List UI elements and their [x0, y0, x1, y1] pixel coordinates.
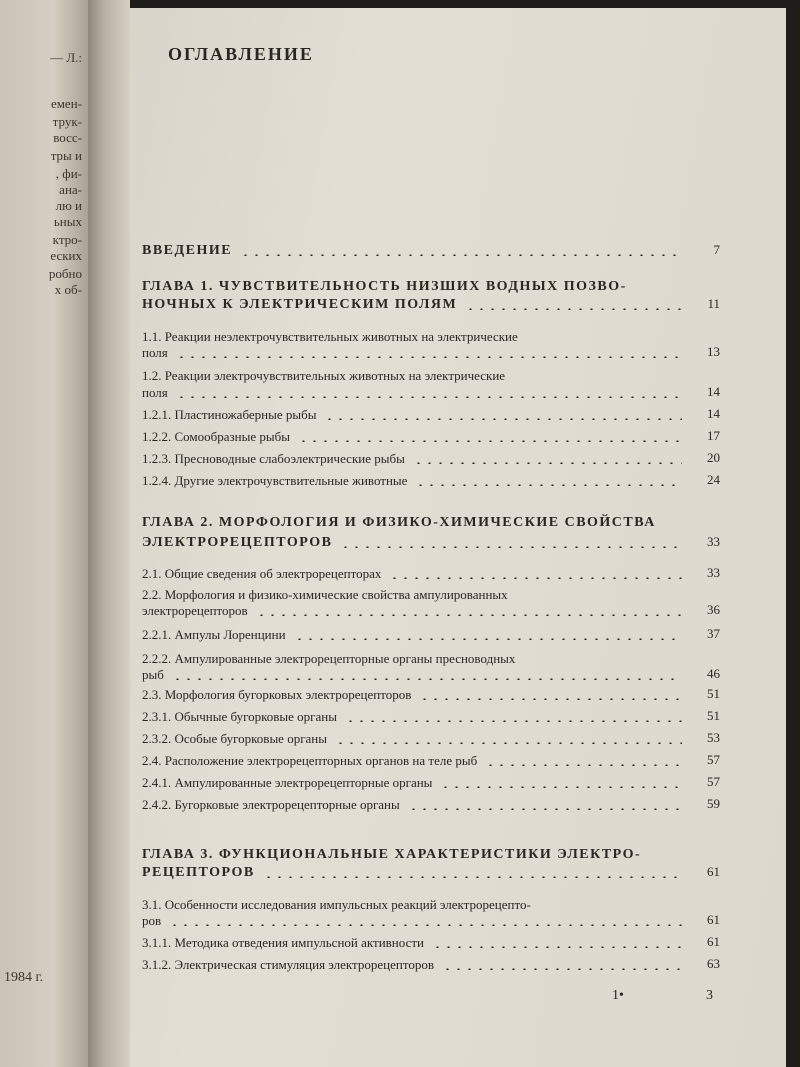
toc-chapter-heading[interactable]	[142, 864, 255, 881]
toc-page-number: 57	[707, 774, 720, 789]
toc-page-number: 37	[707, 626, 720, 641]
toc-entry[interactable]	[142, 344, 168, 361]
toc-entry-text: 2.4.2. Бугорковые электрорецепторные органы	[142, 797, 400, 812]
toc-chapter-heading[interactable]	[142, 514, 656, 531]
toc-leader-dots	[419, 698, 682, 700]
toc-entry[interactable]	[142, 472, 407, 489]
toc-entry-text: рыб	[142, 667, 164, 682]
toc-entry-text: 1.2. Реакции электрочувствительных животных на электрические	[142, 368, 506, 383]
toc-entry[interactable]	[142, 934, 424, 951]
toc-entry[interactable]	[142, 626, 286, 643]
toc-entry-text: 2.1. Общие сведения об электрорецепторах	[142, 566, 382, 581]
toc-page-number: 14	[707, 384, 720, 399]
toc-leader-dots	[172, 678, 682, 680]
toc-entry-text: 1.2.3. Пресноводные слабоэлектрические рыбы	[142, 451, 405, 466]
toc-page-number: 14	[707, 406, 720, 421]
toc-entry-text: 2.3.1. Обычные бугорковые органы	[142, 709, 337, 724]
toc-page-number: 11	[707, 296, 720, 311]
toc-entry[interactable]	[142, 912, 161, 929]
toc-entry[interactable]	[142, 686, 411, 703]
toc-leader-dots	[465, 308, 682, 310]
toc-entry[interactable]	[142, 774, 432, 791]
toc-page-number: 51	[707, 686, 720, 701]
toc-entry-text: 1.2.2. Сомообразные рыбы	[142, 429, 290, 444]
toc-entry[interactable]	[142, 796, 400, 813]
toc-entry-text: 1.2.1. Пластиножаберные рыбы	[142, 407, 317, 422]
page-number: 3	[706, 988, 713, 1003]
toc-entry[interactable]	[142, 384, 168, 401]
toc-entry-text: ров	[142, 913, 162, 928]
toc-entry-text: электрорецепторов	[142, 603, 248, 618]
left-page-text-line: х об-	[54, 282, 82, 297]
toc-entry-text: ГЛАВА 3. ФУНКЦИОНАЛЬНЫЕ ХАРАКТЕРИСТИКИ ЭЛЕКТРО-	[142, 847, 642, 862]
toc-entry-text: 2.3.2. Особые бугорковые органы	[142, 731, 327, 746]
left-page-text-line: тры и	[50, 148, 82, 163]
toc-entry-text: поля	[142, 385, 168, 400]
toc-leader-dots	[340, 546, 682, 548]
toc-page-number: 53	[707, 730, 720, 745]
toc-chapter-heading[interactable]	[142, 278, 627, 295]
toc-leader-dots	[256, 614, 682, 616]
toc-page-number: 33	[707, 534, 720, 549]
left-page	[0, 0, 88, 1067]
toc-chapter-heading[interactable]	[142, 242, 232, 259]
toc-entry-text: ВВЕДЕНИЕ	[142, 243, 233, 258]
toc-leader-dots	[169, 924, 682, 926]
page-title: ОГЛАВЛЕНИЕ	[168, 44, 314, 64]
toc-page-number: 24	[707, 472, 720, 487]
left-page-text-line: — Л.:	[50, 50, 82, 65]
left-page-text-line: ьных	[53, 214, 82, 229]
toc-entry-text: ГЛАВА 1. ЧУВСТВИТЕЛЬНОСТЬ НИЗШИХ ВОДНЫХ ПОЗВО-	[142, 279, 627, 294]
left-page-text-line: лю и	[55, 198, 82, 213]
toc-entry-text: 3.1.1. Методика отведения импульсной активности	[142, 935, 425, 950]
toc-entry-text: 2.3. Морфология бугорковых электрорецепторов	[142, 687, 412, 702]
toc-entry-text: 1.2.4. Другие электрочувствительные животные	[142, 473, 408, 488]
toc-entry[interactable]	[142, 367, 505, 384]
toc-entry-text: 2.2.2. Ампулированные электрорецепторные органы пресноводных	[142, 651, 516, 666]
toc-leader-dots	[294, 638, 682, 640]
toc-entry[interactable]	[142, 666, 164, 683]
toc-entry[interactable]	[142, 650, 515, 667]
top-edge	[76, 0, 800, 8]
toc-page-number: 17	[707, 428, 720, 443]
toc-entry-text: НОЧНЫХ К ЭЛЕКТРИЧЕСКИМ ПОЛЯМ	[142, 297, 458, 312]
toc-leader-dots	[176, 356, 682, 358]
left-page-text-line: ктро-	[52, 232, 82, 247]
toc-chapter-heading[interactable]	[142, 296, 457, 313]
toc-entry[interactable]	[142, 708, 337, 725]
left-page-text-line: еских	[50, 248, 82, 263]
left-page-text-line: робно	[48, 266, 82, 281]
left-page-text-line: ана-	[59, 182, 82, 197]
toc-entry-text: 3.1.2. Электрическая стимуляция электрорецепторов	[142, 957, 434, 972]
toc-page-number: 20	[707, 450, 720, 465]
toc-page-number: 61	[707, 864, 720, 879]
toc-leader-dots	[442, 968, 682, 970]
toc-leader-dots	[389, 577, 682, 579]
toc-entry[interactable]	[142, 586, 508, 603]
toc-page-number: 36	[707, 602, 720, 617]
toc-leader-dots	[240, 254, 682, 256]
toc-page-number: 51	[707, 708, 720, 723]
toc-chapter-heading[interactable]	[142, 534, 332, 551]
left-page-footer: 1984 г.	[4, 970, 44, 985]
toc-leader-dots	[335, 742, 682, 744]
toc-entry[interactable]	[142, 328, 518, 345]
toc-entry[interactable]	[142, 956, 434, 973]
left-page-text-line: восс-	[53, 130, 82, 145]
toc-entry-text: 1.1. Реакции неэлектрочувствительных животных на электрические	[142, 329, 518, 344]
toc-page-number: 33	[707, 565, 720, 580]
toc-leader-dots	[176, 396, 682, 398]
toc-entry-text: 2.2. Морфология и физико-химические свойства ампулированных	[142, 587, 508, 602]
toc-leader-dots	[324, 418, 682, 420]
signature-mark: 1•	[612, 988, 624, 1003]
right-edge	[786, 0, 800, 1067]
toc-entry-text: 2.4. Расположение электрорецепторных органов на теле рыб	[142, 753, 478, 768]
toc-leader-dots	[485, 764, 682, 766]
toc-leader-dots	[298, 440, 682, 442]
toc-page-number: 61	[707, 934, 720, 949]
toc-leader-dots	[263, 876, 682, 878]
toc-leader-dots	[415, 484, 682, 486]
toc-entry-text: 2.2.1. Ампулы Лоренцини	[142, 627, 286, 642]
toc-leader-dots	[408, 808, 682, 810]
toc-leader-dots	[413, 462, 682, 464]
toc-page-number: 61	[707, 912, 720, 927]
toc-entry-text: ЭЛЕКТРОРЕЦЕПТОРОВ	[142, 535, 333, 550]
toc-entry[interactable]	[142, 565, 381, 582]
toc-leader-dots	[440, 786, 682, 788]
left-page-text-line: трук-	[52, 114, 82, 129]
toc-leader-dots	[432, 946, 682, 948]
toc-entry[interactable]	[142, 730, 327, 747]
toc-entry-text: РЕЦЕПТОРОВ	[142, 865, 255, 880]
toc-entry[interactable]	[142, 602, 248, 619]
toc-entry-text: ГЛАВА 2. МОРФОЛОГИЯ И ФИЗИКО-ХИМИЧЕСКИЕ СВОЙСТВА	[142, 515, 656, 530]
toc-chapter-heading[interactable]	[142, 846, 641, 863]
toc-entry[interactable]	[142, 752, 477, 769]
toc-leader-dots	[345, 720, 682, 722]
toc-page-number: 13	[707, 344, 720, 359]
toc-page-number: 57	[707, 752, 720, 767]
toc-page-number: 7	[713, 242, 720, 257]
toc-page-number: 46	[707, 666, 720, 681]
toc-entry[interactable]	[142, 406, 316, 423]
toc-page-number: 59	[707, 796, 720, 811]
book-gutter	[88, 0, 130, 1067]
left-page-text-line: емен-	[50, 96, 82, 111]
toc-entry[interactable]	[142, 896, 531, 913]
toc-entry-text: 3.1. Особенности исследования импульсных реакций электрорецепто-	[142, 897, 531, 912]
toc-entry[interactable]	[142, 428, 290, 445]
toc-entry-text: поля	[142, 345, 168, 360]
toc-entry-text: 2.4.1. Ампулированные электрорецепторные органы	[142, 775, 433, 790]
toc-entry[interactable]	[142, 450, 405, 467]
left-page-text-line: , фи-	[55, 166, 82, 181]
toc-page-number: 63	[707, 956, 720, 971]
